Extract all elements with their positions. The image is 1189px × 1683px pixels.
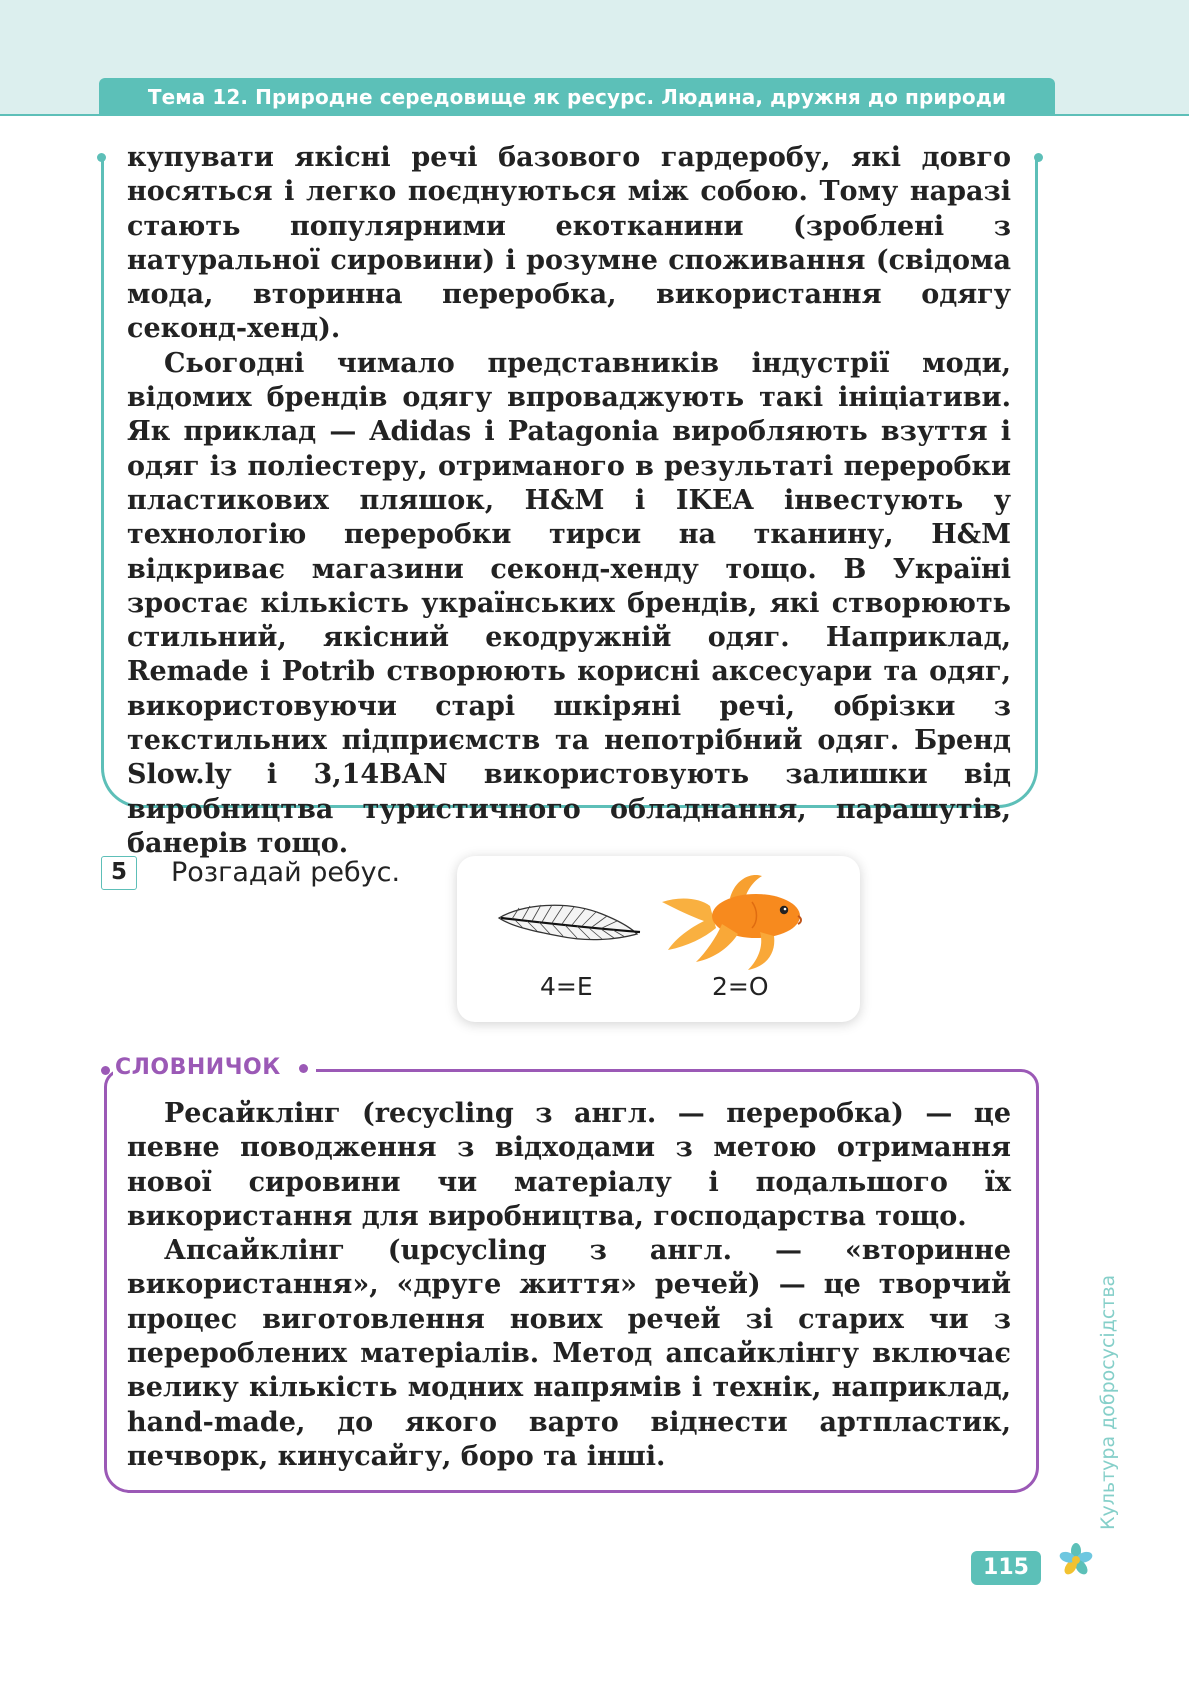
feather-image [497, 896, 642, 956]
goldfish-image [660, 866, 810, 976]
glossary-def-upcycling: (upcycling з англ. — «вторинне використання», «друге життя» речей) — це творчий процес виготовлення нових речей зі старих чи з перероблених матеріалів. Метод апсайклінгу включає велику кількість модних напрямів і технік, наприклад, hand-made, до якого варто віднести артпластик, печворк, кинусайгу, боро та інші. [127, 1235, 1011, 1472]
glossary-def-recycling: (recycling з англ. — переробка) — це певне поводження з відходами з метою отримання нової сировини чи матеріалу і подальшого їх використання для виробництва, господарства тощо. [127, 1098, 1011, 1232]
rebus-card [457, 856, 860, 1022]
glossary-term-recycling: Ресайклінг [164, 1098, 341, 1129]
page-number: 115 [971, 1551, 1041, 1585]
glossary-title [113, 1055, 316, 1080]
glossary-corner-dot [101, 1066, 110, 1075]
glossary-text [127, 1097, 1011, 1474]
glossary-entry-upcycling [127, 1234, 1011, 1474]
glossary-entry-recycling [127, 1097, 1011, 1234]
info-paragraph-1: купувати якісні речі базового гардеробу, які довго носяться і легко поєднуються між собою. Тому наразі стають популярними екотканини (зроблені з натуральної сировини) і розумне споживання (свідома мода, вторинна переробка, використання одягу секонд-хенд). [127, 142, 1011, 345]
info-text [127, 141, 1011, 861]
flower-icon [1058, 1542, 1094, 1578]
glossary-term-upcycling: Апсайклінг [164, 1235, 345, 1267]
task-text: Розгадай ребус. [171, 857, 401, 888]
task-number: 5 [101, 856, 137, 890]
box-corner-dot-left [97, 153, 106, 162]
box-corner-dot-right [1034, 153, 1043, 162]
rebus-left-label: 4=Е [540, 972, 593, 1001]
topic-title: Тема 12. Природне середовище як ресурс. Людина, дружня до природи [99, 78, 1055, 116]
glossary-title-text: СЛОВНИЧОК [115, 1055, 281, 1080]
glossary-title-dot [299, 1064, 308, 1073]
section-side-label: Культура добросусідства [1097, 1274, 1119, 1530]
info-paragraph-2: Сьогодні чимало представників індустрії моди, відомих брендів одягу впроваджують такі ініціативи. Як приклад — Adidas і Patagonia виробляють взуття і одяг із поліестеру, отриманого в результаті переробки пластикових пляшок, H&M і IKEA інвестують у технологію переробки тирси на тканину, H&M відкриває магазини секонд-хенду тощо. В Україні зростає кількість українських брендів, які створюють стильний, якісний екодружній одяг. Наприклад, Remade і Potrib створюють корисні аксесуари та одяг, використовуючи старі шкіряні речі, обрізки з текстильних підприємств та непотрібний одяг. Бренд Slow.ly і 3,14BAN використовують залишки від виробництва туристичного обладнання, парашутів, банерів тощо. [127, 347, 1011, 859]
rebus-right-label: 2=О [712, 972, 769, 1001]
